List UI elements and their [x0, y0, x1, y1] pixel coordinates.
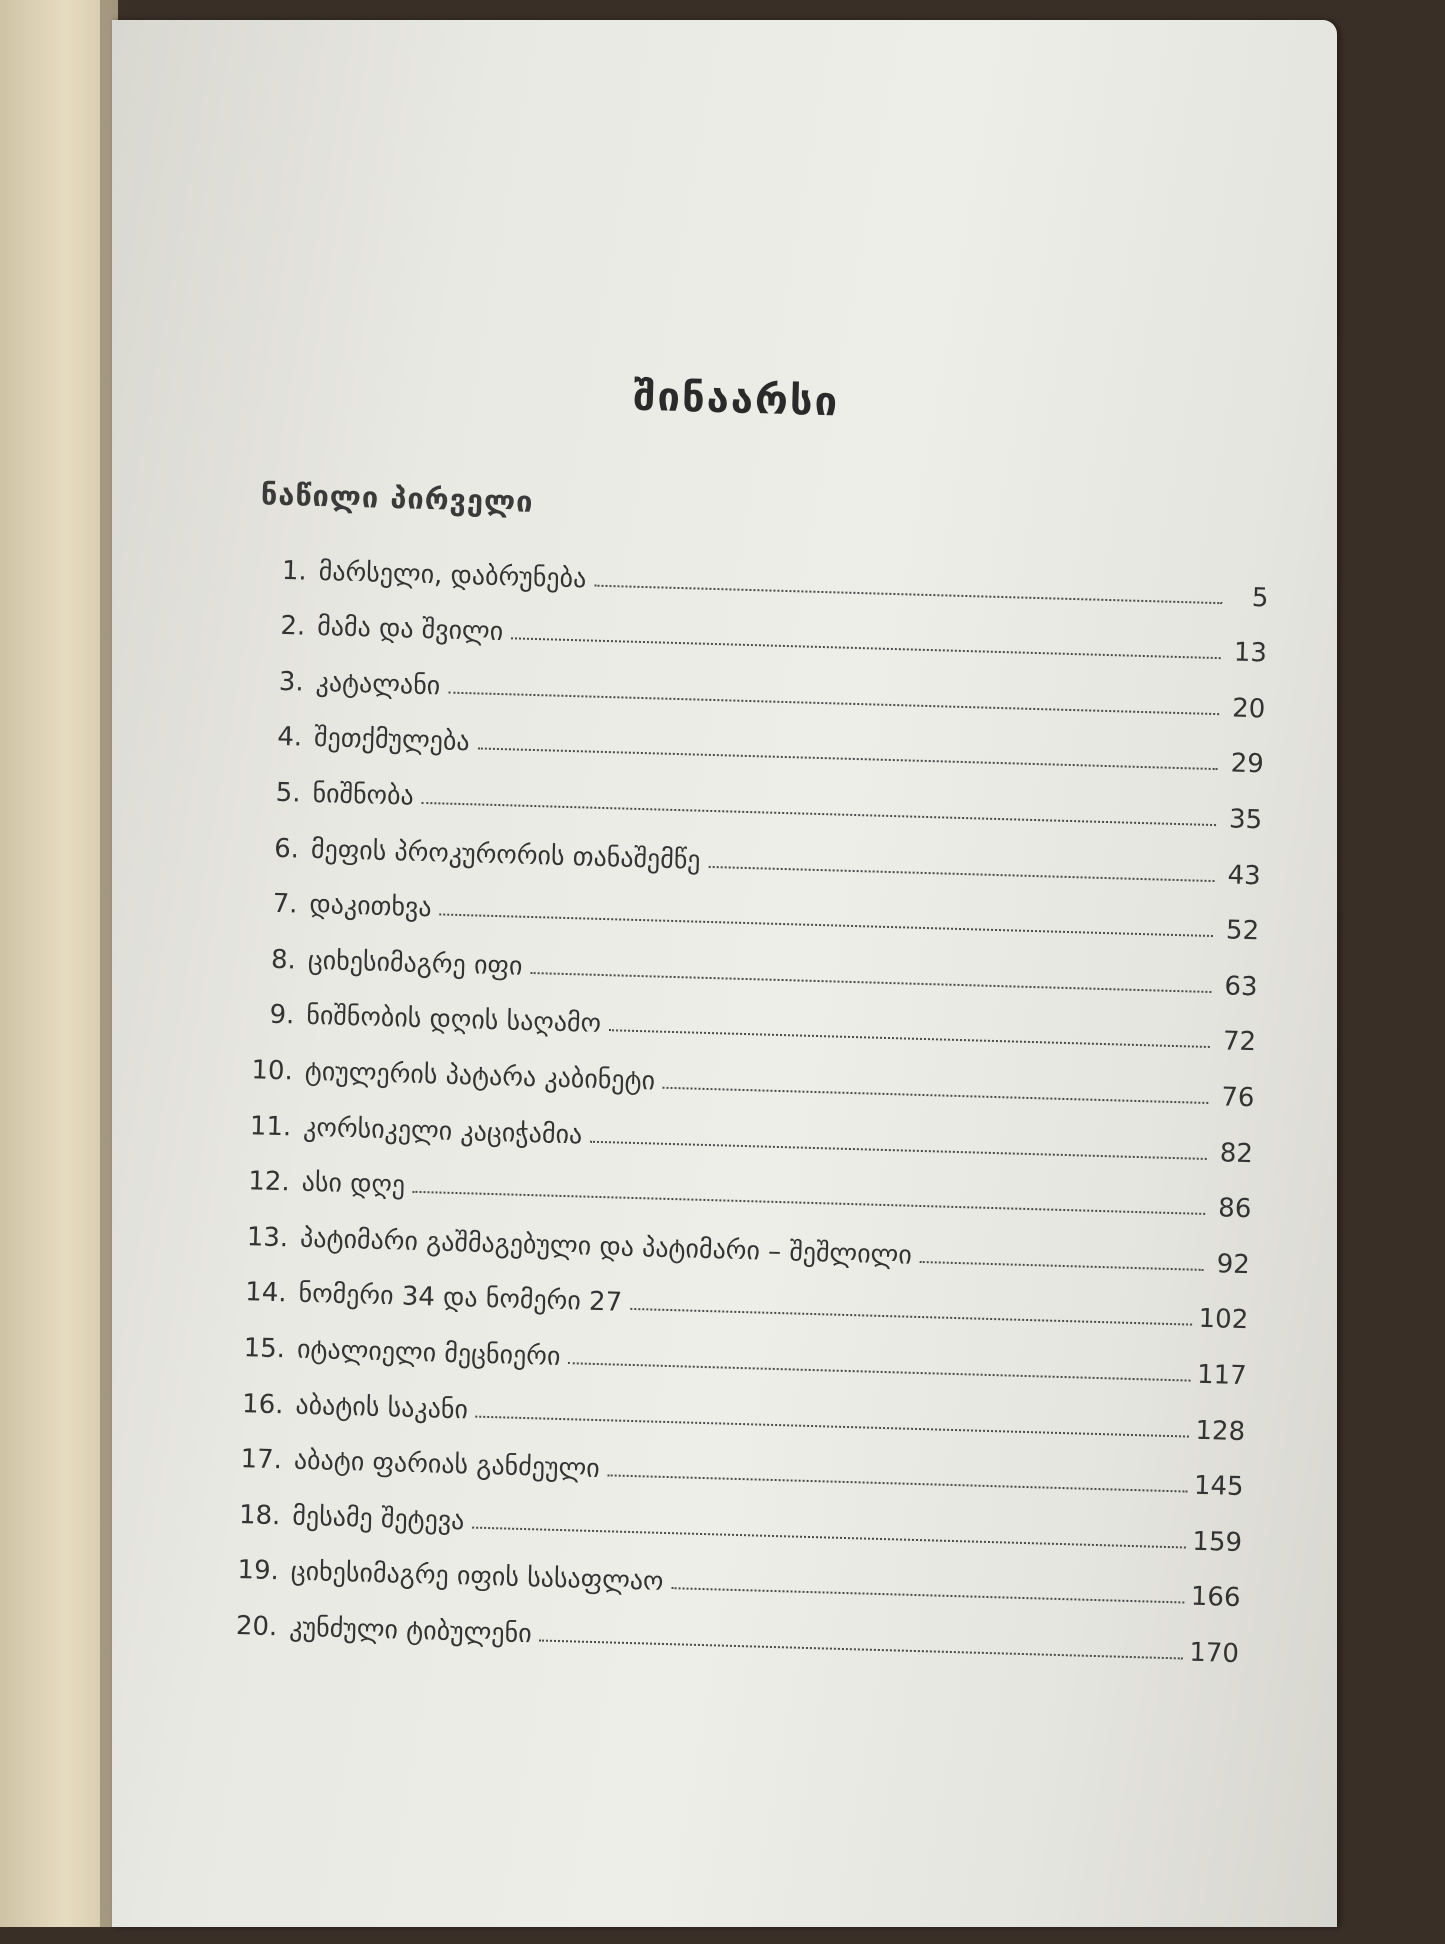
chapter-title: იტალიელი მეცნიერი	[296, 1334, 561, 1372]
page-number: 86	[1217, 1193, 1252, 1225]
chapter-title: ციხესიმაგრე იფის სასაფლაო	[290, 1556, 664, 1598]
page-number: 20	[1231, 693, 1266, 725]
chapter-number: 12.	[247, 1166, 291, 1198]
page-number: 76	[1220, 1082, 1255, 1114]
chapter-title: ტიულერის პატარა კაბინეტი	[304, 1056, 656, 1097]
chapter-number: 8.	[270, 944, 297, 976]
table-of-contents	[229, 529, 1270, 1669]
chapter-number: 2.	[280, 611, 306, 642]
book-page	[112, 20, 1337, 1927]
dot-leader	[920, 1261, 1204, 1271]
chapter-number: 1.	[281, 555, 308, 587]
page-number: 29	[1230, 748, 1265, 780]
chapter-title: მეფის პროკურორის თანაშემწე	[310, 834, 701, 876]
dot-leader	[539, 1639, 1183, 1659]
page-content	[81, 4, 1359, 1944]
page-number: 159	[1191, 1526, 1243, 1558]
chapter-title: დაკითხვა	[309, 889, 432, 924]
chapter-title: შეთქმულება	[313, 723, 471, 758]
chapter-number: 5.	[275, 777, 301, 809]
chapter-title: კატალანი	[315, 667, 441, 702]
chapter-title: ნიშნობის დღის საღამო	[305, 1001, 602, 1040]
chapter-title: კუნძული ტიბულენი	[288, 1612, 533, 1650]
page-number: 82	[1219, 1137, 1254, 1169]
page-number: 128	[1195, 1415, 1246, 1447]
page-number: 170	[1188, 1637, 1240, 1669]
page-number: 117	[1196, 1359, 1248, 1392]
chapter-number: 18.	[238, 1499, 281, 1531]
page-number: 72	[1222, 1026, 1257, 1058]
page-title: შინაარსი	[632, 373, 840, 426]
chapter-number: 6.	[273, 833, 300, 865]
chapter-number: 13.	[246, 1221, 289, 1254]
chapter-title: მარსელი, დაბრუნება	[318, 556, 587, 594]
section-title: ნაწილი პირველი	[260, 477, 535, 519]
chapter-number: 11.	[249, 1110, 292, 1142]
chapter-number: 4.	[276, 722, 303, 753]
page-number: 102	[1198, 1304, 1249, 1336]
chapter-title: ასი დღე	[301, 1167, 406, 1201]
chapter-title: აბატი ფარიას განძეული	[293, 1445, 601, 1485]
chapter-number: 10.	[251, 1055, 294, 1087]
chapter-title: აბატის საკანი	[295, 1390, 469, 1425]
chapter-number: 3.	[278, 666, 305, 698]
chapter-title: მესამე შეტევა	[291, 1501, 465, 1537]
chapter-number: 9.	[269, 1000, 295, 1031]
page-number: 166	[1190, 1581, 1241, 1614]
chapter-number: 17.	[240, 1444, 283, 1476]
chapter-title: ნომერი 34 და ნომერი 27	[298, 1278, 623, 1318]
chapter-title: პატიმარი გაშმაგებული და პატიმარი – შეშლილი	[299, 1223, 913, 1271]
page-number: 43	[1227, 859, 1262, 891]
chapter-number: 7.	[272, 888, 298, 920]
chapter-title: მამა და შვილი	[316, 612, 504, 648]
page-number: 35	[1228, 804, 1263, 836]
page-number: 92	[1216, 1248, 1251, 1280]
chapter-number: 20.	[235, 1610, 278, 1643]
chapter-number: 15.	[243, 1333, 286, 1365]
page-number: 13	[1233, 637, 1268, 669]
chapter-title: კორსიკელი კაციჭამია	[302, 1112, 583, 1151]
chapter-number: 19.	[237, 1555, 280, 1587]
chapter-title: ციხესიმაგრე იფი	[307, 945, 523, 982]
page-number: 52	[1225, 915, 1260, 947]
page-number: 63	[1224, 971, 1258, 1003]
page-number: 145	[1193, 1470, 1244, 1503]
chapter-number: 14.	[244, 1277, 288, 1309]
chapter-title: ნიშნობა	[312, 778, 415, 812]
page-number: 5	[1251, 582, 1269, 614]
chapter-number: 16.	[241, 1388, 284, 1420]
